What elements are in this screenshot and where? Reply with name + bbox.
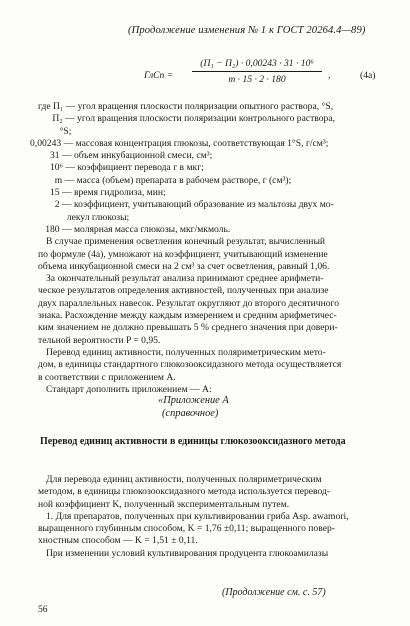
legend-line: 180 — молярная масса глюкозы, мкг/мкмоль. (38, 223, 231, 235)
paragraph-line: В случае применения осветления конечный результат, вычисленный (46, 236, 326, 248)
paragraph-line: двух параллельных навесок. Результат округляют до второго десятичного (38, 297, 340, 309)
appendix-body (38, 474, 390, 560)
legend-line: 2 — коэффициент, учитывающий образование из мальтозы двух мо- (38, 199, 334, 211)
paragraph-line: выращенного глубинным способом, K = 1,76 ±0,11; выращенного повер- (38, 523, 335, 535)
legend-line: 0,00243 — массовая концентрация глюкозы, соответствующая 1°S, г/см³; (30, 137, 329, 149)
legend-line: 31 — объем инкубационной смеси, см³; (38, 150, 213, 162)
formula-numerator: (П₁ − П₂) · 0,00243 · 31 · 10⁶ (200, 58, 314, 69)
paragraph-line: Стандарт дополнить приложением — А: (46, 383, 212, 395)
paragraph-line: хностным способом — K = 1,51 ± 0,11. (38, 535, 198, 547)
paragraph-line: ной коэффициент K, полученный экспериментальным путем. (38, 498, 290, 510)
legend-line: П₂ — угол вращения плоскости поляризации контрольного раствора, (38, 113, 335, 125)
paragraph-line: методом, в единицы глюкозооксидазного метода используется перевод- (38, 486, 331, 498)
paragraph-line: За окончательный результат анализа принимают среднее арифмети- (46, 273, 324, 285)
legend-line: лекул глюкозы; (38, 211, 130, 223)
appendix-heading (158, 394, 229, 420)
formula-4a (144, 58, 394, 98)
paragraph-line: Для перевода единиц активности, полученных поляриметрическим (46, 474, 322, 485)
paragraph-line: ким значением не должно превышать 5 % среднего значения при довери- (38, 322, 338, 334)
legend-line: °S; (38, 125, 72, 137)
legend-line: 15 — время гидролиза, мин; (38, 187, 166, 199)
paragraph-line: объема инкубационной смеси на 2 см³ за счет осветления, равный 1,06. (38, 260, 330, 272)
continuation-note: (Продолжение см. с. 57) (222, 587, 326, 598)
page-header: (Продолжение изменения № 1 к ГОСТ 20264.4—89) (128, 25, 366, 36)
paragraph-line: по формуле (4а), умножают на коэффициент, учитывающий изменение (38, 248, 328, 260)
paragraph-line: в соответствии с приложением А. (38, 371, 176, 383)
paragraph-line: знака. Расхождение между каждым измерением и средним арифметичес- (38, 310, 337, 322)
paragraph-line: Перевод единиц активности, полученных поляриметрическим мето- (46, 346, 326, 358)
legend-line: где П₁ — угол вращения плоскости поляризации опытного раствора, °S, (38, 101, 334, 112)
paragraph-line: тельной вероятности P = 0,95. (38, 334, 161, 346)
formula-fraction (192, 58, 322, 87)
section-title: Перевод единиц активности в единицы глюкозооксидазного метода (40, 436, 346, 447)
appendix-title: «Приложение А (158, 395, 229, 406)
formula-comma: , (328, 70, 331, 81)
appendix-subtitle: (справочное) (162, 408, 219, 419)
paragraph-line: 1. Для препаратов, полученных при культивировании гриба Asp. awamori, (46, 510, 349, 522)
paragraph-line: дом, в единицы стандартного глюкозооксидазного метода осуществляется (38, 359, 342, 371)
legend-line: m — масса (объем) препарата в рабочем растворе, г (см³); (38, 174, 292, 186)
legend-line: 10⁶ — коэффициент перевода г в мкг; (38, 162, 204, 174)
paragraph-line: При изменении условий культивирования продуцента глюкоамилазы (46, 547, 329, 559)
page-number: 56 (38, 604, 48, 615)
paragraph-line: ческое результатов определения активностей, полученных при анализе (38, 285, 329, 297)
formula-denominator: m · 15 · 2 · 180 (228, 74, 286, 86)
formula-number: (4а) (360, 70, 376, 81)
formula-lhs: ГлСп = (144, 70, 174, 81)
legend-block (30, 101, 390, 396)
fraction-bar (192, 71, 322, 72)
